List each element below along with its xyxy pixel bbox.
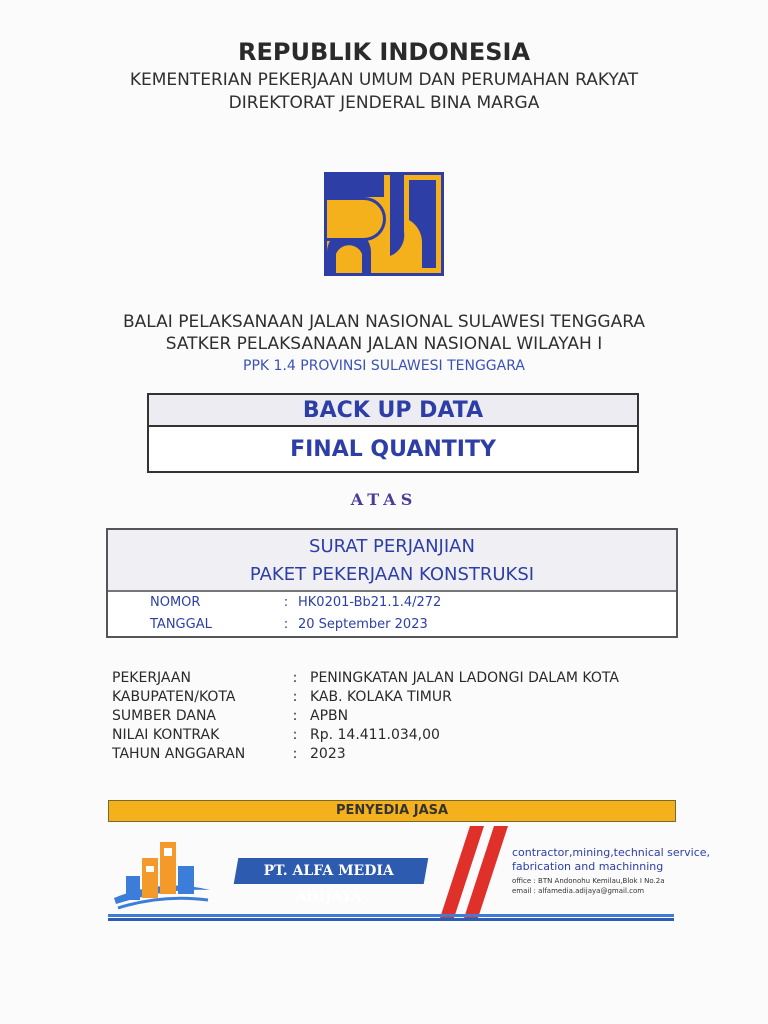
satker-name: SATKER PELAKSANAAN JALAN NASIONAL WILAYAH I: [165, 334, 603, 354]
footer-line: [108, 914, 674, 917]
pu-logo-icon: [324, 172, 444, 276]
contract-row-value: HK0201-Bb21.1.4/272: [298, 595, 442, 610]
contract-row-value: 20 September 2023: [298, 617, 428, 632]
detail-row: [112, 726, 619, 745]
ppk-name: PPK 1.4 PROVINSI SULAWESI TENGGARA: [243, 358, 525, 374]
document-title-box: [147, 393, 639, 473]
contract-row: [108, 614, 676, 636]
title-line-2: FINAL QUANTITY: [290, 436, 496, 462]
company-tagline: [512, 846, 710, 874]
contract-heading: [108, 530, 676, 592]
detail-row: [112, 669, 619, 688]
detail-sep: :: [292, 689, 298, 705]
detail-value: KAB. KOLAKA TIMUR: [310, 689, 452, 705]
contract-row-label: NOMOR: [150, 595, 201, 610]
detail-sep: :: [292, 708, 298, 724]
detail-label: NILAI KONTRAK: [112, 727, 220, 743]
contract-row: [108, 592, 676, 614]
company-stripes-icon: [440, 826, 510, 918]
detail-value: APBN: [310, 708, 349, 724]
contract-heading-1: SURAT PERJANJIAN: [309, 536, 475, 557]
tagline-line-1: contractor,mining,technical service,: [512, 846, 711, 859]
ministry-name: KEMENTERIAN PEKERJAAN UMUM DAN PERUMAHAN RAKYAT: [129, 70, 639, 90]
contract-row-sep: :: [283, 595, 289, 610]
company-name-text: PT. ALFA MEDIA ADIJAYA: [263, 863, 394, 905]
contract-row-label: TANGGAL: [150, 617, 212, 632]
project-details: [112, 669, 619, 764]
country-title: REPUBLIK INDONESIA: [237, 38, 531, 66]
detail-sep: :: [292, 670, 298, 686]
provider-bar: PENYEDIA JASA: [108, 800, 676, 822]
detail-sep: :: [292, 727, 298, 743]
detail-row: [112, 707, 619, 726]
detail-value: PENINGKATAN JALAN LADONGI DALAM KOTA: [310, 670, 619, 686]
footer-line: [108, 918, 674, 921]
balai-name: BALAI PELAKSANAAN JALAN NASIONAL SULAWESI TENGGARA: [123, 312, 645, 332]
detail-label: TAHUN ANGGARAN: [112, 746, 246, 762]
contract-row-sep: :: [283, 617, 289, 632]
title-line-1: BACK UP DATA: [149, 395, 637, 427]
detail-sep: :: [292, 746, 298, 762]
detail-label: PEKERJAAN: [112, 670, 191, 686]
company-email: email : alfamedia.adijaya@gmail.com: [512, 887, 645, 895]
detail-label: SUMBER DANA: [112, 708, 217, 724]
contract-box: [106, 528, 678, 638]
tagline-line-2: fabrication and machinning: [512, 860, 664, 873]
detail-row: [112, 688, 619, 707]
detail-row: [112, 745, 619, 764]
detail-value: 2023: [310, 746, 346, 762]
company-office: office : BTN Andonohu Kemilau,Blok I No.2a: [512, 877, 665, 885]
detail-value: Rp. 14.411.034,00: [310, 727, 440, 743]
directorate-name: DIREKTORAT JENDERAL BINA MARGA: [228, 93, 540, 113]
building-logo-icon: [112, 838, 212, 912]
atas-label: ATAS: [350, 490, 418, 509]
detail-label: KABUPATEN/KOTA: [112, 689, 236, 705]
contract-heading-2: PAKET PEKERJAAN KONSTRUKSI: [249, 564, 535, 585]
company-contact: [512, 876, 665, 896]
company-name: [234, 858, 429, 905]
